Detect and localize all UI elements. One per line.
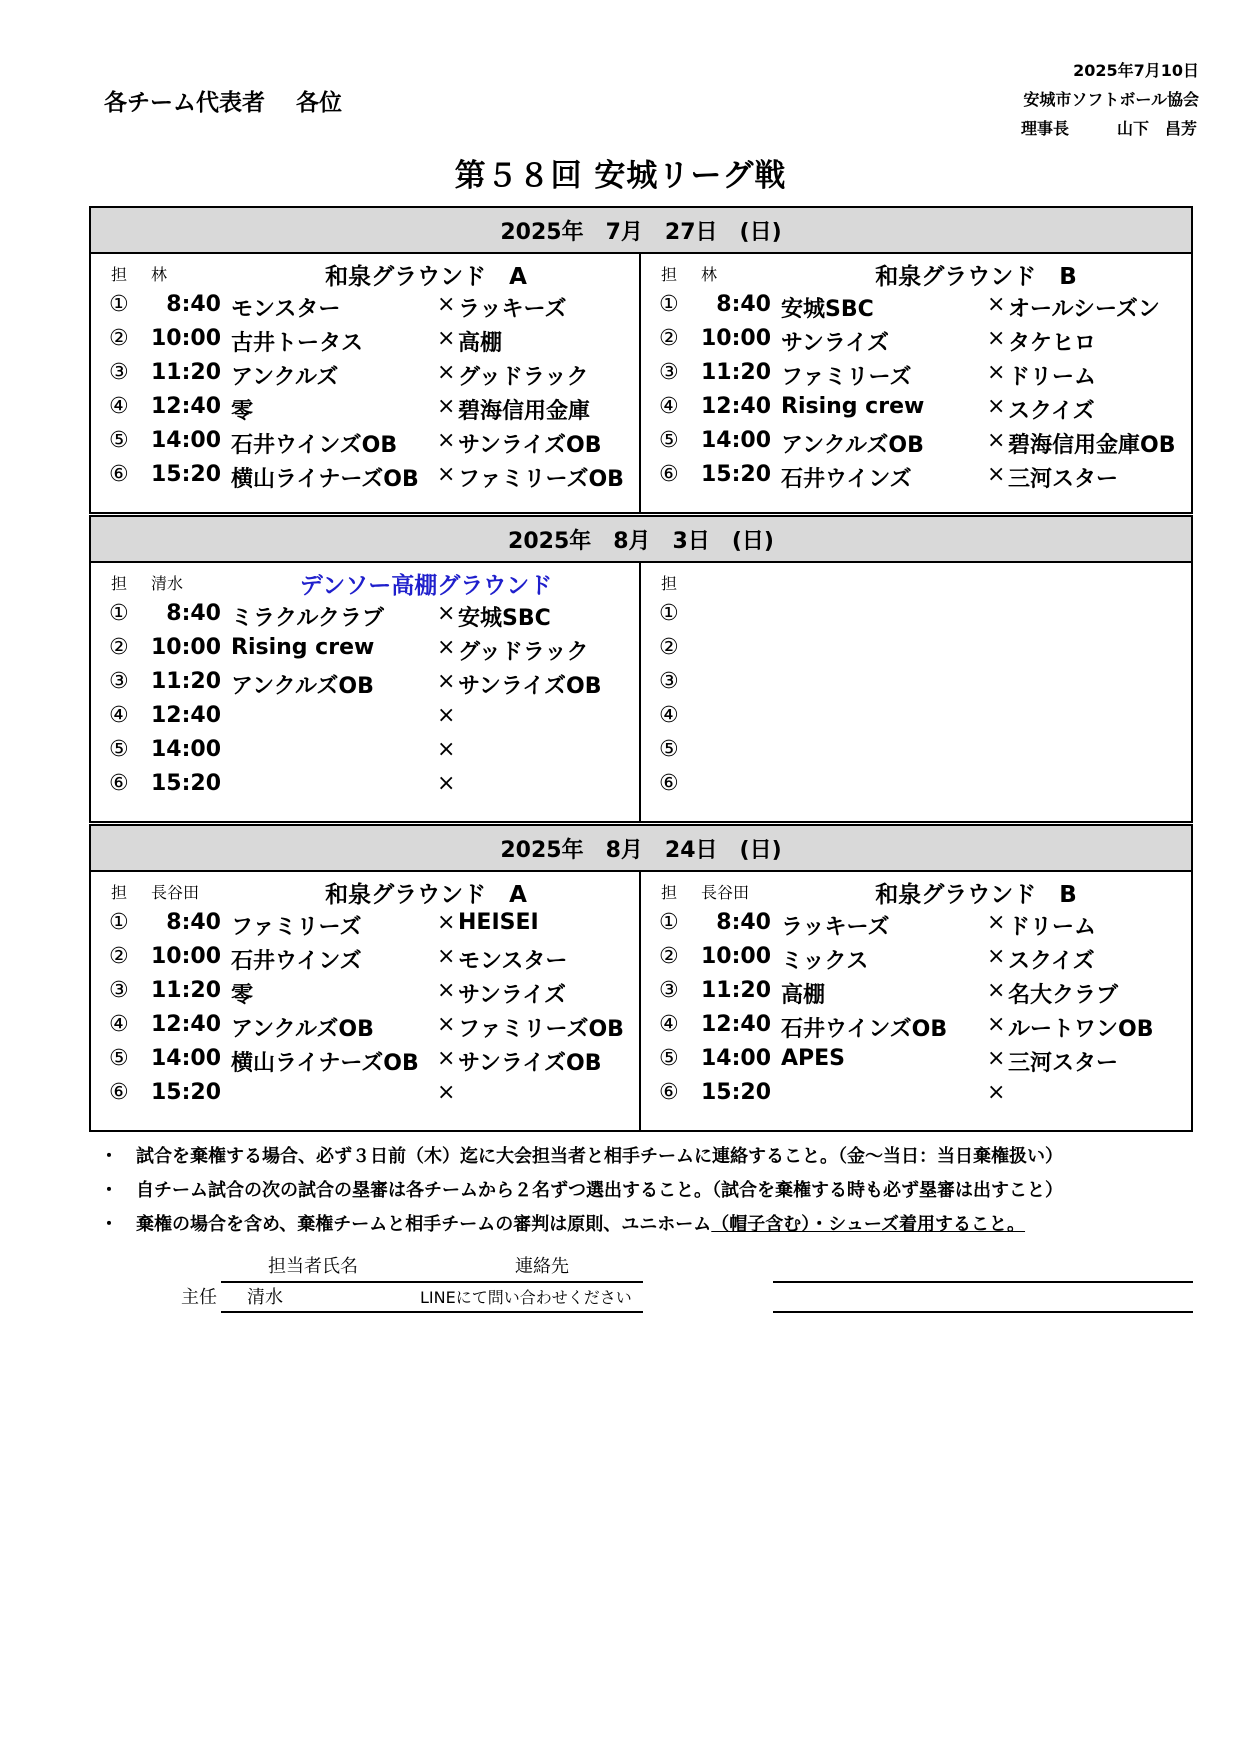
tanto-name: 長谷田 (701, 883, 750, 902)
ground-right (641, 563, 1191, 821)
match-number: ② (109, 326, 129, 351)
away-team: 高棚 (458, 331, 503, 356)
note-text: 自チーム試合の次の試合の塁審は各チームから２名ずつ選出すること。（試合を棄権する時も必ず塁審は出すこと） (136, 1180, 1063, 1201)
home-team: モンスター (231, 297, 341, 322)
tanto-label: 担 (111, 883, 128, 902)
away-team: ドリーム (1008, 915, 1097, 940)
match-row (659, 1012, 1191, 1046)
away-team: 安城SBC (458, 606, 551, 631)
home-team: Rising crew (781, 394, 925, 419)
note-bullet: ・ (100, 1146, 118, 1167)
versus-mark: × (437, 703, 456, 728)
home-team: ミラクルクラブ (231, 606, 384, 631)
match-time: 12:40 (700, 394, 771, 419)
match-number: ③ (109, 669, 129, 694)
tanto (111, 880, 199, 903)
match-row (659, 703, 1191, 737)
home-team: 石井ウインズOB (781, 1017, 948, 1042)
organization: 安城市ソフトボール協会 (1023, 90, 1199, 109)
versus-mark: × (437, 1012, 456, 1037)
match-number: ⑥ (659, 1080, 679, 1105)
match-number: ⑥ (109, 771, 129, 796)
match-number: ④ (659, 1012, 679, 1037)
versus-mark: × (437, 292, 456, 317)
away-team: モンスター (458, 949, 568, 974)
schedule-day (89, 824, 1193, 1132)
away-team: サンライズOB (458, 1051, 602, 1076)
match-row (109, 703, 639, 737)
versus-mark: × (987, 326, 1006, 351)
away-team: スクイズ (1008, 949, 1095, 974)
home-team: 石井ウインズ (231, 949, 362, 974)
match-time: 14:00 (700, 1046, 771, 1071)
match-time: 10:00 (150, 326, 221, 351)
match-time: 14:00 (150, 428, 221, 453)
ground-name: 和泉グラウンド A (325, 264, 527, 290)
match-row (109, 462, 639, 496)
tanto-label: 担 (111, 265, 128, 284)
match-time: 12:40 (150, 394, 221, 419)
note-bullet: ・ (100, 1214, 118, 1235)
match-row (659, 669, 1191, 703)
match-row (659, 910, 1191, 944)
versus-mark: × (437, 601, 456, 626)
match-time: 12:40 (150, 1012, 221, 1037)
tanto-label: 担 (661, 883, 678, 902)
signature-line (773, 1311, 1193, 1313)
versus-mark: × (987, 944, 1006, 969)
match-row (109, 428, 639, 462)
away-team: タケヒロ (1008, 331, 1097, 356)
tanto-name: 林 (151, 265, 168, 284)
match-number: ⑤ (109, 737, 129, 762)
home-team: ファミリーズ (781, 365, 912, 390)
ground-right (641, 254, 1191, 512)
tanto (111, 571, 183, 594)
match-number: ④ (109, 1012, 129, 1037)
versus-mark: × (437, 1046, 456, 1071)
away-team: ドリーム (1008, 365, 1097, 390)
match-row (109, 1012, 639, 1046)
match-row (659, 394, 1191, 428)
home-team: 横山ライナーズOB (231, 467, 419, 492)
tanto (661, 262, 717, 285)
match-row (659, 737, 1191, 771)
contact-role: 主任 (181, 1287, 217, 1308)
match-number: ③ (659, 360, 679, 385)
date-header: 2025年 8月 3日 (日) (91, 517, 1191, 563)
schedule-day (89, 515, 1193, 823)
note-text: 棄権の場合を含め、棄権チームと相手チームの審判は原則、ユニホーム (136, 1214, 712, 1235)
versus-mark: × (437, 1080, 456, 1105)
match-time: 8:40 (716, 292, 771, 317)
match-time: 15:20 (700, 1080, 771, 1105)
match-time: 15:20 (150, 771, 221, 796)
home-team: 石井ウインズOB (231, 433, 398, 458)
versus-mark: × (437, 635, 456, 660)
match-number: ③ (109, 978, 129, 1003)
away-team: オールシーズン (1008, 297, 1160, 322)
match-row (109, 326, 639, 360)
note-item (100, 1142, 1063, 1176)
match-row (109, 669, 639, 703)
note-underlined-text: （帽子含む）・シューズ着用すること。 (711, 1214, 1026, 1235)
match-time: 11:20 (700, 978, 771, 1003)
match-number: ③ (659, 978, 679, 1003)
match-time: 11:20 (700, 360, 771, 385)
away-team: ファミリーズOB (458, 1017, 624, 1042)
match-row (109, 601, 639, 635)
match-time: 8:40 (166, 601, 221, 626)
match-row (109, 292, 639, 326)
home-team: アンクルズOB (781, 433, 924, 458)
note-item (100, 1176, 1063, 1210)
versus-mark: × (987, 1012, 1006, 1037)
match-number: ⑤ (659, 428, 679, 453)
match-number: ① (659, 292, 679, 317)
match-number: ② (659, 326, 679, 351)
match-time: 15:20 (150, 462, 221, 487)
versus-mark: × (987, 394, 1006, 419)
match-row (109, 635, 639, 669)
home-team: Rising crew (231, 635, 375, 660)
match-row (659, 944, 1191, 978)
versus-mark: × (437, 360, 456, 385)
versus-mark: × (987, 462, 1006, 487)
home-team: アンクルズOB (231, 674, 374, 699)
match-number: ① (109, 292, 129, 317)
home-team: アンクルズOB (231, 1017, 374, 1042)
match-number: ④ (659, 394, 679, 419)
away-team: HEISEI (458, 910, 539, 935)
versus-mark: × (987, 428, 1006, 453)
home-team: 高棚 (781, 983, 826, 1008)
tanto-name: 清水 (151, 574, 184, 593)
ground-name: デンソー高棚グラウンド (299, 573, 553, 599)
home-team: 石井ウインズ (781, 467, 912, 492)
contact-divider (221, 1281, 643, 1283)
tanto-label: 担 (111, 574, 128, 593)
away-team: グッドラック (458, 640, 589, 665)
match-row (659, 978, 1191, 1012)
match-row (109, 910, 639, 944)
issue-date: 2025年7月10日 (1073, 61, 1199, 80)
away-team: サンライズOB (458, 674, 602, 699)
contact-name: 清水 (247, 1287, 283, 1308)
match-row (659, 1046, 1191, 1080)
match-number: ① (659, 601, 679, 626)
match-time: 10:00 (150, 635, 221, 660)
home-team: 横山ライナーズOB (231, 1051, 419, 1076)
away-team: グッドラック (458, 365, 589, 390)
tanto (661, 880, 749, 903)
match-row (659, 462, 1191, 496)
home-team: ラッキーズ (781, 915, 890, 940)
contact-method: LINEにて問い合わせください (420, 1288, 632, 1307)
sender-block (1021, 56, 1199, 143)
tanto-name: 林 (701, 265, 718, 284)
away-team: ラッキーズ (458, 297, 567, 322)
away-team: ファミリーズOB (458, 467, 624, 492)
page-title: 第５８回 安城リーグ戦 (454, 158, 787, 194)
match-number: ⑤ (659, 1046, 679, 1071)
contact-divider (221, 1311, 643, 1313)
away-team: サンライズOB (458, 433, 602, 458)
versus-mark: × (987, 1046, 1006, 1071)
match-time: 15:20 (700, 462, 771, 487)
addressee: 各チーム代表者 各位 (104, 90, 343, 116)
match-number: ① (109, 910, 129, 935)
date-header: 2025年 7月 27日 (日) (91, 208, 1191, 254)
match-number: ① (109, 601, 129, 626)
match-time: 8:40 (716, 910, 771, 935)
match-number: ④ (659, 703, 679, 728)
contact-col-contact: 連絡先 (515, 1256, 569, 1277)
away-team: サンライズ (458, 983, 567, 1008)
home-team: 古井トータス (231, 331, 364, 356)
away-team: 碧海信用金庫OB (1008, 433, 1176, 458)
versus-mark: × (437, 394, 456, 419)
ground-name: 和泉グラウンド B (875, 882, 1077, 908)
versus-mark: × (437, 910, 456, 935)
match-number: ⑥ (109, 1080, 129, 1105)
match-number: ② (659, 944, 679, 969)
home-team: ファミリーズ (231, 915, 362, 940)
match-time: 10:00 (150, 944, 221, 969)
signature-line (773, 1281, 1193, 1283)
date-header: 2025年 8月 24日 (日) (91, 826, 1191, 872)
match-time: 10:00 (700, 326, 771, 351)
versus-mark: × (987, 360, 1006, 385)
tanto-label: 担 (661, 574, 678, 593)
match-number: ② (109, 635, 129, 660)
match-number: ④ (109, 703, 129, 728)
versus-mark: × (987, 292, 1006, 317)
match-row (109, 944, 639, 978)
home-team: 零 (231, 983, 254, 1008)
home-team: サンライズ (781, 331, 890, 356)
match-row (109, 771, 639, 805)
match-row (109, 394, 639, 428)
match-number: ⑤ (109, 428, 129, 453)
note-bullet: ・ (100, 1180, 118, 1201)
versus-mark: × (437, 326, 456, 351)
match-number: ⑥ (659, 771, 679, 796)
match-time: 12:40 (700, 1012, 771, 1037)
versus-mark: × (437, 737, 456, 762)
match-row (659, 1080, 1191, 1114)
match-time: 11:20 (150, 978, 221, 1003)
away-team: ルートワンOB (1008, 1017, 1154, 1042)
match-number: ⑤ (109, 1046, 129, 1071)
match-time: 14:00 (150, 737, 221, 762)
match-number: ② (109, 944, 129, 969)
away-team: 名大クラブ (1008, 983, 1119, 1008)
versus-mark: × (987, 910, 1006, 935)
match-time: 11:20 (150, 360, 221, 385)
match-row (659, 428, 1191, 462)
home-team: APES (781, 1046, 846, 1071)
match-row (659, 292, 1191, 326)
tanto-label: 担 (661, 265, 678, 284)
match-row (109, 1046, 639, 1080)
ground-name: 和泉グラウンド B (875, 264, 1077, 290)
match-number: ③ (659, 669, 679, 694)
versus-mark: × (437, 944, 456, 969)
match-row (659, 601, 1191, 635)
versus-mark: × (437, 669, 456, 694)
match-row (109, 978, 639, 1012)
versus-mark: × (987, 978, 1006, 1003)
tanto (661, 571, 701, 594)
contact-col-name: 担当者氏名 (268, 1256, 358, 1277)
match-time: 14:00 (150, 1046, 221, 1071)
away-team: 三河スター (1008, 467, 1119, 492)
away-team: 碧海信用金庫 (458, 399, 591, 424)
ground-right (641, 872, 1191, 1130)
match-time: 14:00 (700, 428, 771, 453)
match-time: 8:40 (166, 292, 221, 317)
away-team: スクイズ (1008, 399, 1095, 424)
match-row (109, 737, 639, 771)
match-number: ④ (109, 394, 129, 419)
match-number: ⑥ (659, 462, 679, 487)
notes (100, 1142, 1063, 1244)
match-number: ⑥ (109, 462, 129, 487)
chair-name: 理事長 山下 昌芳 (1020, 119, 1197, 138)
match-row (659, 360, 1191, 394)
match-number: ③ (109, 360, 129, 385)
match-number: ⑤ (659, 737, 679, 762)
match-number: ① (659, 910, 679, 935)
match-time: 12:40 (150, 703, 221, 728)
match-time: 15:20 (150, 1080, 221, 1105)
home-team: アンクルズ (231, 365, 339, 390)
match-number: ② (659, 635, 679, 660)
match-row (659, 326, 1191, 360)
note-item (100, 1210, 1063, 1244)
match-row (109, 1080, 639, 1114)
versus-mark: × (437, 978, 456, 1003)
ground-name: 和泉グラウンド A (325, 882, 527, 908)
versus-mark: × (437, 771, 456, 796)
match-row (109, 360, 639, 394)
match-row (659, 771, 1191, 805)
versus-mark: × (437, 428, 456, 453)
match-row (659, 635, 1191, 669)
home-team: 零 (231, 399, 254, 424)
ground-left (91, 872, 641, 1130)
tanto (111, 262, 167, 285)
tanto-name: 長谷田 (151, 883, 200, 902)
schedule-day (89, 206, 1193, 514)
versus-mark: × (437, 462, 456, 487)
note-text: 試合を棄権する場合、必ず３日前（木）迄に大会担当者と相手チームに連絡すること。（金～当日：当日棄権扱い） (136, 1146, 1063, 1167)
match-time: 8:40 (166, 910, 221, 935)
ground-left (91, 563, 641, 821)
match-time: 10:00 (700, 944, 771, 969)
home-team: 安城SBC (781, 297, 874, 322)
away-team: 三河スター (1008, 1051, 1119, 1076)
home-team: ミックス (781, 949, 869, 974)
ground-left (91, 254, 641, 512)
match-time: 11:20 (150, 669, 221, 694)
versus-mark: × (987, 1080, 1006, 1105)
